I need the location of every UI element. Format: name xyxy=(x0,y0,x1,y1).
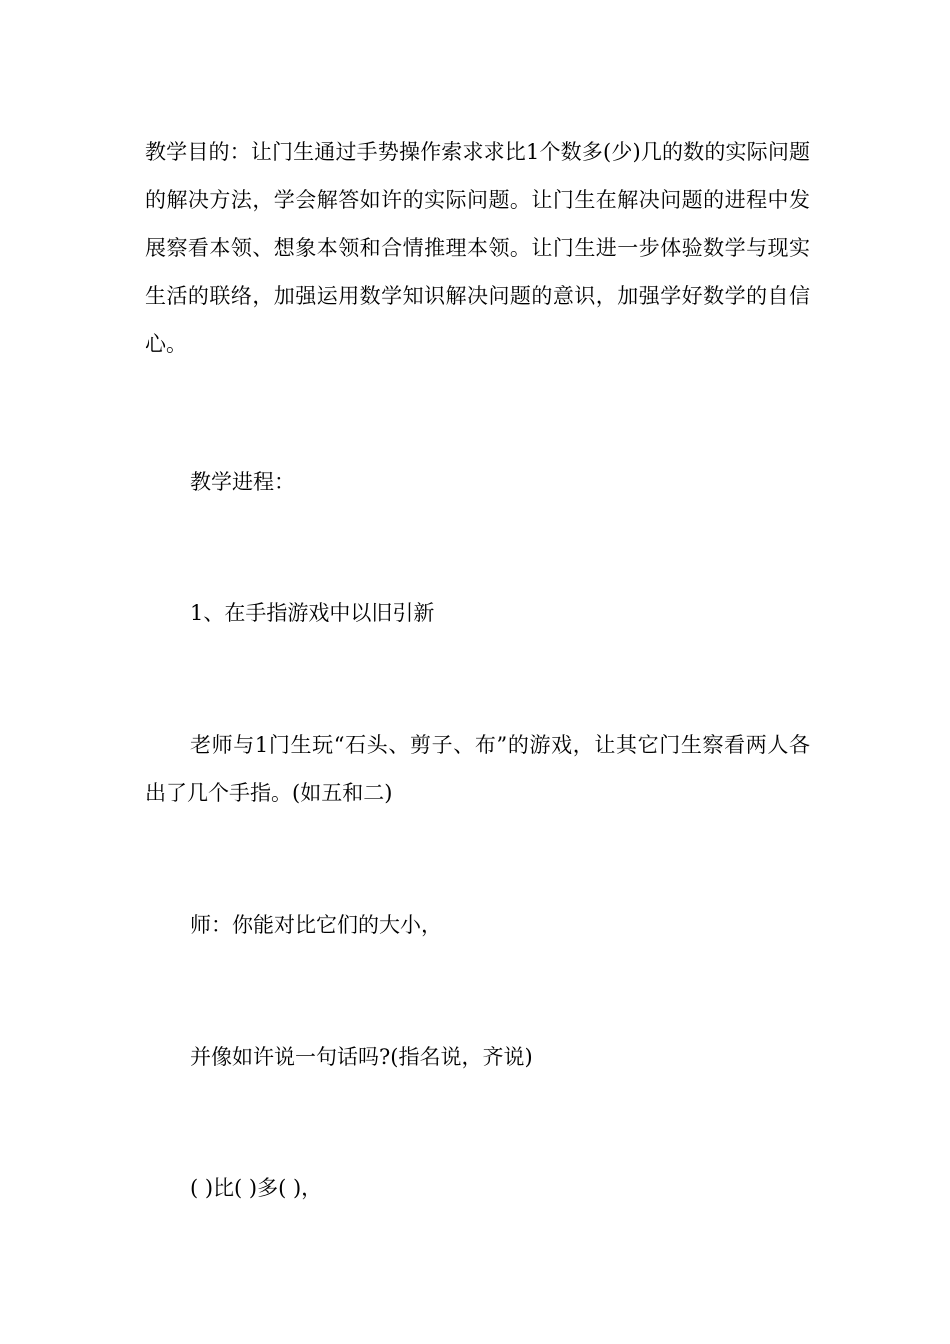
paragraph-section-1-heading: 1、在手指游戏中以旧引新 xyxy=(190,601,435,625)
paragraph-teaching-goal: 教学目的：让门生通过手势操作索求求比1个数多(少)几的数的实际问题的解决方法，学会解答如许的实际问题。让门生在解决问题的进程中发展察看本领、想象本领和合情推理本领。让门生进一步体验数学与现实生活的联络，加强运用数学知识解决问题的意识，加强学好数学的自信心。 xyxy=(145,140,810,356)
paragraph-teacher-question: 师：你能对比它们的大小， xyxy=(190,913,442,937)
paragraph-instruction: 并像如许说一句话吗?(指名说，齐说) xyxy=(190,1045,533,1069)
paragraph-finger-game: 老师与1门生玩“石头、剪子、布”的游戏，让其它门生察看两人各出了几个手指。(如五和二) xyxy=(145,733,810,805)
paragraph-teaching-process-heading: 教学进程： xyxy=(190,470,295,494)
paragraph-fill-blank: ( )比( )多( )， xyxy=(190,1176,323,1200)
